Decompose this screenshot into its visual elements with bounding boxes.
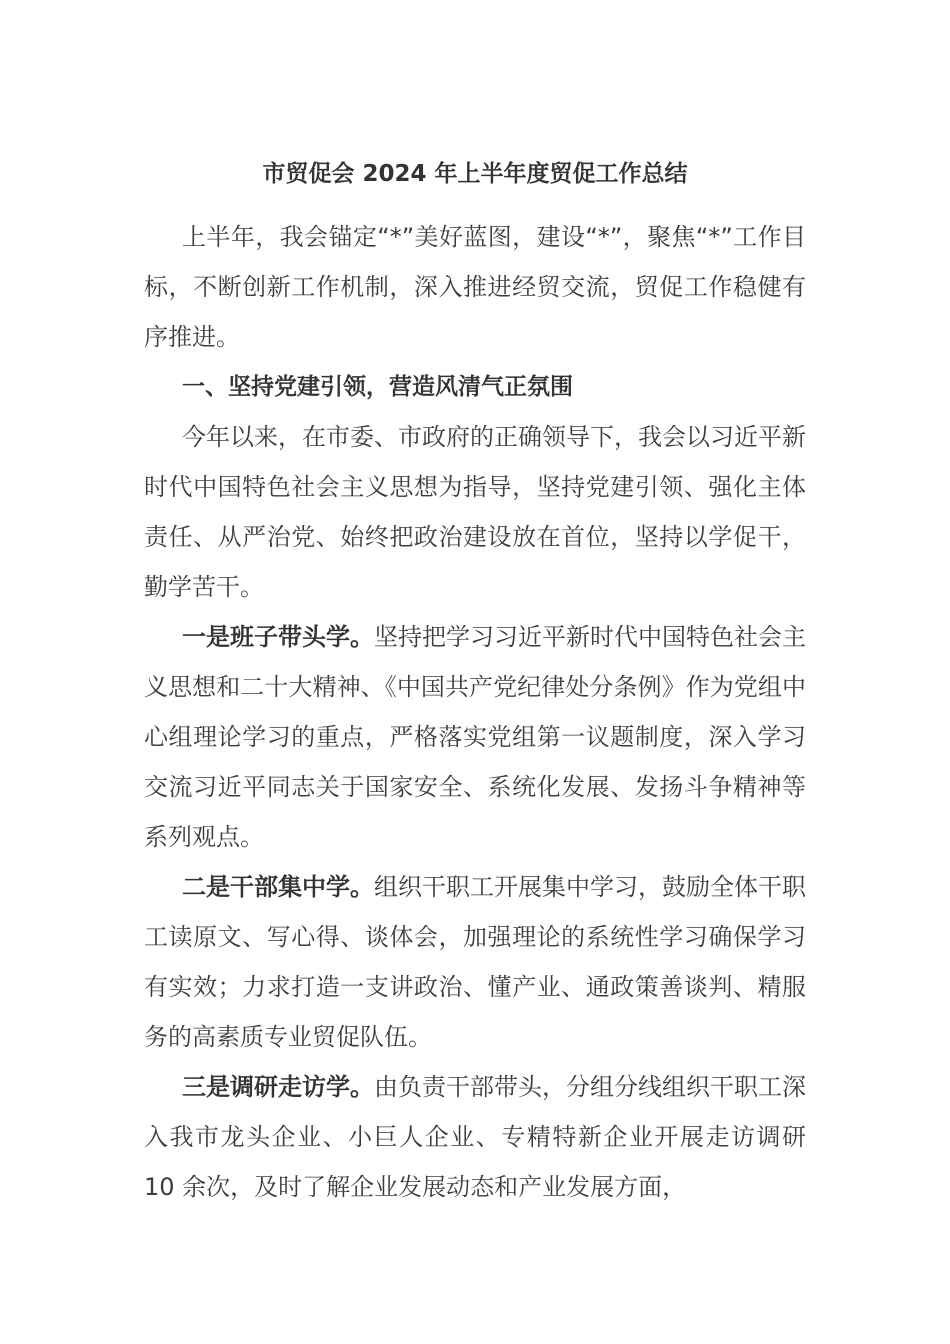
document-body xyxy=(144,212,806,1212)
section-paragraph: 今年以来，在市委、市政府的正确领导下，我会以习近平新时代中国特色社会主义思想为指导，坚持党建引领、强化主体责任、从严治党、始终把政治建设放在首位，坚持以学促干，勤学苦干。 xyxy=(144,423,806,601)
intro-paragraph: 上半年，我会锚定“*”美好蓝图，建设“*”，聚焦“*”工作目标，不断创新工作机制，深入推进经贸交流，贸促工作稳健有序推进。 xyxy=(144,223,806,351)
document-title: 市贸促会 2024 年上半年度贸促工作总结 xyxy=(262,161,688,187)
item-paragraph-1 xyxy=(144,612,806,862)
section-heading: 一、坚持党建引领，营造风清气正氛围 xyxy=(182,374,573,400)
item-lead-3: 三是调研走访学。 xyxy=(182,1073,374,1101)
item-paragraph-2 xyxy=(144,862,806,1062)
item-lead-1: 一是班子带头学。 xyxy=(182,623,374,651)
item-text-2: 组织干职工开展集中学习，鼓励全体干职工读原文、写心得、谈体会，加强理论的系统性学习确保学习有实效；力求打造一支讲政治、懂产业、通政策善谈判、精服务的高素质专业贸促队伍。 xyxy=(144,873,806,1051)
item-text-3: 由负责干部带头，分组分线组织干职工深入我市龙头企业、小巨人企业、专精特新企业开展走访调研 10 余次，及时了解企业发展动态和产业发展方面， xyxy=(144,1073,806,1201)
item-paragraph-3 xyxy=(144,1062,806,1212)
item-lead-2: 二是干部集中学。 xyxy=(182,873,374,901)
item-text-1: 坚持把学习习近平新时代中国特色社会主义思想和二十大精神、《中国共产党纪律处分条例》作为党组中心组理论学习的重点，严格落实党组第一议题制度，深入学习交流习近平同志关于国家安全、系统化发展、发扬斗争精神等系列观点。 xyxy=(144,623,806,851)
